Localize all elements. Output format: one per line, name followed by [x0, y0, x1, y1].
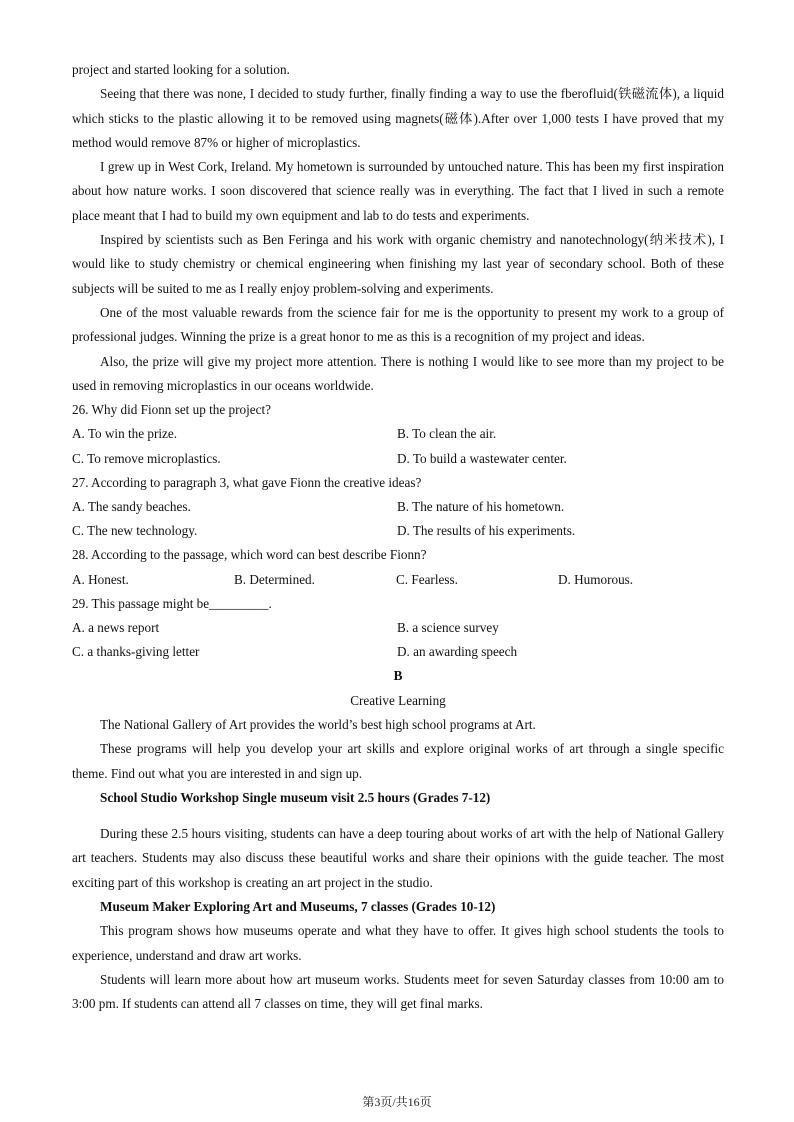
options-row	[72, 519, 724, 543]
options-row	[72, 447, 724, 471]
paragraph-museum-maker: This program shows how museums operate and what they have to offer. It gives high school students the tools to experience, understand and draw art works.	[72, 923, 724, 963]
option-b[interactable]: B. To clean the air.	[397, 426, 497, 442]
paragraph-inspiration: Inspired by scientists such as Ben Feringa and his work with organic chemistry and nanotechnology(纳米技术), I would like to study chemistry or chemical engineering when finishing my last year of secondary school. Both of these subjects will be suited to me as I really enjoy problem-solving and experiments.	[72, 232, 724, 296]
page-number: 第3页/共16页	[362, 1095, 432, 1109]
option-d[interactable]: D. Humorous.	[558, 571, 634, 587]
question-stem: 28. According to the passage, which word can best describe Fionn?	[72, 547, 427, 563]
option-a[interactable]: A. To win the prize.	[72, 426, 178, 442]
options-row	[72, 616, 724, 640]
option-a[interactable]: A. Honest.	[72, 571, 129, 587]
question-stem: 29. This passage might be_________.	[72, 595, 272, 611]
paragraph-programs: These programs will help you develop your art skills and explore original works of art through a single specific theme. Find out what you are interested in and sign up.	[72, 741, 724, 781]
option-a[interactable]: A. The sandy beaches.	[72, 498, 191, 514]
program-heading-museum-maker: Museum Maker Exploring Art and Museums, 7 classes (Grades 10-12)	[100, 899, 496, 915]
paragraph-prize: Also, the prize will give my project more attention. There is nothing I would like to see more than my project to be used in removing microplastics in our oceans worldwide.	[72, 353, 724, 393]
option-b[interactable]: B. Determined.	[234, 571, 315, 587]
paragraph-rewards: One of the most valuable rewards from the science fair for me is the opportunity to present my work to a group of professional judges. Winning the prize is a great honor to me as this is a recognition of my project and ideas.	[72, 304, 724, 345]
question-28	[72, 543, 724, 591]
options-row	[72, 640, 724, 664]
options-row	[72, 568, 724, 592]
question-26	[72, 398, 724, 471]
passage-title: Creative Learning	[350, 692, 446, 708]
paragraph-schedule: Students will learn more about how art museum works. Students meet for seven Saturday classes from 10:00 am to 3:00 pm. If students can attend all 7 classes on time, they will get final marks.	[72, 971, 724, 1012]
option-d[interactable]: D. The results of his experiments.	[397, 523, 576, 539]
option-c[interactable]: C. To remove microplastics.	[72, 450, 221, 466]
section-label: B	[393, 668, 403, 684]
option-b[interactable]: B. a science survey	[397, 619, 499, 635]
options-row	[72, 495, 724, 519]
question-27	[72, 471, 724, 544]
options-row	[72, 422, 724, 446]
option-c[interactable]: C. a thanks-giving letter	[72, 644, 200, 660]
paragraph-studio: During these 2.5 hours visiting, students can have a deep touring about works of art with the help of National Gallery art teachers. Students may also discuss these beautiful works and share their opinions with the guide teacher. The most exciting part of this workshop is creating an art project in the studio.	[72, 826, 724, 890]
paragraph-intro: The National Gallery of Art provides the world’s best high school programs at Art.	[100, 716, 536, 732]
question-29	[72, 592, 724, 665]
paragraph-hometown: I grew up in West Cork, Ireland. My hometown is surrounded by untouched nature. This has been my first inspiration about how nature works. I soon discovered that science really was in everything. The fact that I lived in such a remote place meant that I had to build my own equipment and lab to do tests and experiments.	[72, 159, 724, 223]
program-heading-studio: School Studio Workshop Single museum visit 2.5 hours (Grades 7-12)	[100, 789, 491, 805]
option-b[interactable]: B. The nature of his hometown.	[397, 498, 565, 514]
page-content	[72, 58, 724, 1017]
paragraph-continuation: project and started looking for a solution.	[72, 62, 290, 77]
option-d[interactable]: D. To build a wastewater center.	[397, 450, 567, 466]
option-c[interactable]: C. The new technology.	[72, 523, 198, 539]
question-stem: 27. According to paragraph 3, what gave Fionn the creative ideas?	[72, 474, 422, 490]
paragraph-ferrofluid: Seeing that there was none, I decided to study further, finally finding a way to use the fberofluid(铁磁流体), a liquid which sticks to the plastic allowing it to be removed using magnets(磁体).After over 1,000 tests I have proved that my method would remove 87% or higher of microplastics.	[72, 86, 724, 150]
option-d[interactable]: D. an awarding speech	[397, 644, 518, 660]
option-a[interactable]: A. a news report	[72, 619, 160, 635]
question-stem: 26. Why did Fionn set up the project?	[72, 402, 272, 418]
option-c[interactable]: C. Fearless.	[396, 571, 458, 587]
